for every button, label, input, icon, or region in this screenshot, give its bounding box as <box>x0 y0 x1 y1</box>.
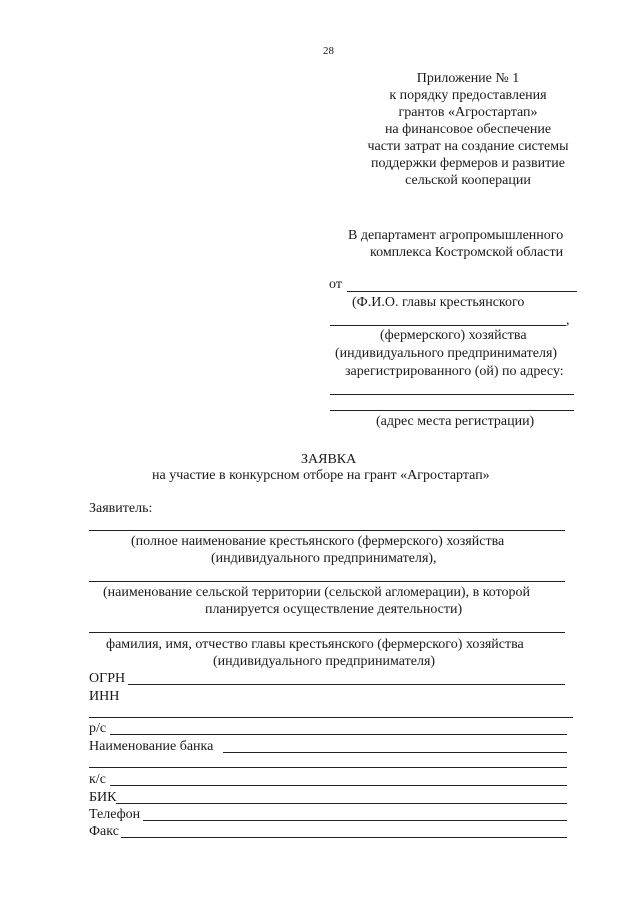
from-comma: , <box>566 313 570 328</box>
field-bik-line[interactable] <box>116 803 567 804</box>
field-ks-line[interactable] <box>110 785 567 786</box>
field-bank-label: Наименование банка <box>89 739 214 754</box>
appendix-line: сельской кооперации <box>405 173 531 188</box>
head-line <box>89 632 565 633</box>
from-hint-registered: зарегистрированного (ой) по адресу: <box>345 364 564 379</box>
field-phone-label: Телефон <box>89 807 141 822</box>
document-subtitle: на участие в конкурсном отборе на грант «Агростартап» <box>152 468 490 483</box>
territory-hint-2: планируется осуществление деятельности) <box>205 602 463 617</box>
field-ogrn-label: ОГРН <box>89 671 126 686</box>
applicant-label: Заявитель: <box>89 501 153 516</box>
page-number: 28 <box>323 45 334 57</box>
addressee-line-1: В департамент агропромышленного <box>348 228 564 243</box>
field-bik-label: БИК <box>89 790 117 805</box>
field-inn-label: ИНН <box>89 689 120 704</box>
field-bank-line[interactable] <box>223 752 567 753</box>
from-name-line <box>347 291 577 292</box>
field-ks-label: к/с <box>89 772 106 787</box>
field-rs-label: р/с <box>89 721 107 736</box>
appendix-line: Приложение № 1 <box>416 71 520 86</box>
territory-hint-1: (наименование сельской территории (сельской агломерации), в которой <box>103 585 531 600</box>
field-inn-line[interactable] <box>89 717 573 718</box>
addressee-line-2: комплекса Костромской области <box>370 245 564 260</box>
applicant-name-hint-2: (индивидуального предпринимателя), <box>211 551 437 566</box>
appendix-header <box>340 70 596 189</box>
address-hint: (адрес места регистрации) <box>376 414 535 429</box>
document-title: ЗАЯВКА <box>301 452 357 467</box>
field-rs-line[interactable] <box>110 734 567 735</box>
appendix-line: к порядку предоставления <box>389 88 547 103</box>
from-hint-farm: (фермерского) хозяйства <box>380 328 527 343</box>
appendix-line: на финансовое обеспечение <box>384 122 552 137</box>
appendix-line: грантов «Агростартап» <box>398 105 538 120</box>
field-bank-line-2[interactable] <box>89 767 567 768</box>
field-ogrn-line[interactable] <box>128 684 565 685</box>
field-fax-label: Факс <box>89 824 119 839</box>
field-fax-line[interactable] <box>121 837 567 838</box>
from-hint-entrepreneur: (индивидуального предпринимателя) <box>335 346 558 361</box>
appendix-line: части затрат на создание системы <box>367 139 569 154</box>
applicant-name-line <box>89 530 565 531</box>
head-hint-2: (индивидуального предпринимателя) <box>213 654 436 669</box>
from-prefix: от <box>329 277 342 292</box>
field-phone-line[interactable] <box>143 820 567 821</box>
appendix-line: поддержки фермеров и развитие <box>371 156 565 171</box>
address-line-2 <box>330 410 574 411</box>
address-line-1 <box>330 394 574 395</box>
from-hint-name: (Ф.И.О. главы крестьянского <box>352 295 525 310</box>
applicant-name-hint-1: (полное наименование крестьянского (фермерского) хозяйства <box>131 534 505 549</box>
from-name-line-2 <box>330 325 566 326</box>
head-hint-1: фамилия, имя, отчество главы крестьянского (фермерского) хозяйства <box>106 637 524 652</box>
territory-line <box>89 581 565 582</box>
